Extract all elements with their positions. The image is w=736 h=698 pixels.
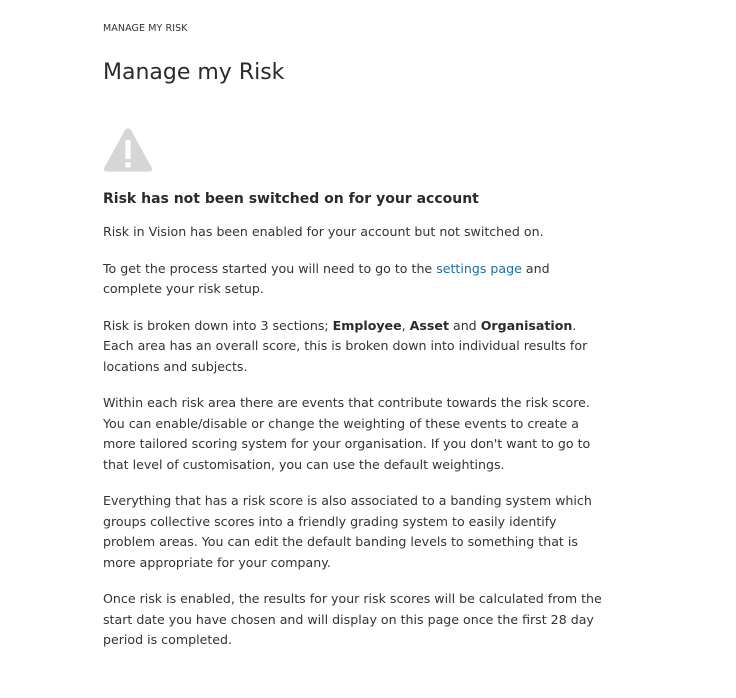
paragraph-text: To get the process started you will need to go to the: [103, 260, 437, 276]
paragraph-text: ,: [401, 317, 410, 333]
paragraph-events-weighting: Within each risk area there are events that contribute towards the risk score. You can enable/disable or change the weighting of these events to create a more tailored scoring system for your organisation. If you don't want to go to that level of customisation, you can use the default weightings.: [103, 395, 591, 472]
paragraph-results-calculation: Once risk is enabled, the results for your risk scores will be calculated from the start date you have chosen and will display on this page once the first 28 day period is completed.: [103, 591, 602, 647]
paragraph-text: . Each area has an overall score, this is broken down into individual results for locations and subjects.: [103, 317, 588, 374]
paragraph-text: Risk is broken down into 3 sections;: [103, 317, 333, 333]
paragraph-sections: [103, 316, 603, 378]
page-title: Manage my Risk: [103, 60, 285, 85]
paragraph-banding-system: Everything that has a risk score is also associated to a banding system which groups collective scores into a friendly grading system to easily identify problem areas. You can edit the default banding levels to something that is more appropriate for your company.: [103, 493, 592, 570]
paragraph-text: and: [448, 317, 481, 333]
notice-heading: Risk has not been switched on for your account: [103, 191, 479, 207]
settings-page-link[interactable]: settings page: [436, 260, 522, 276]
paragraph-get-started: [103, 259, 603, 300]
asset-label: Asset: [409, 317, 449, 333]
main-content: [103, 22, 603, 651]
employee-label: Employee: [332, 317, 402, 333]
paragraph-text: and complete your risk setup.: [103, 260, 550, 296]
warning-triangle-icon: [103, 127, 153, 173]
breadcrumb: MANAGE MY RISK: [103, 23, 188, 34]
organisation-label: Organisation: [480, 317, 573, 333]
paragraph-enabled-not-switched-on: Risk in Vision has been enabled for your account but not switched on.: [103, 224, 544, 239]
